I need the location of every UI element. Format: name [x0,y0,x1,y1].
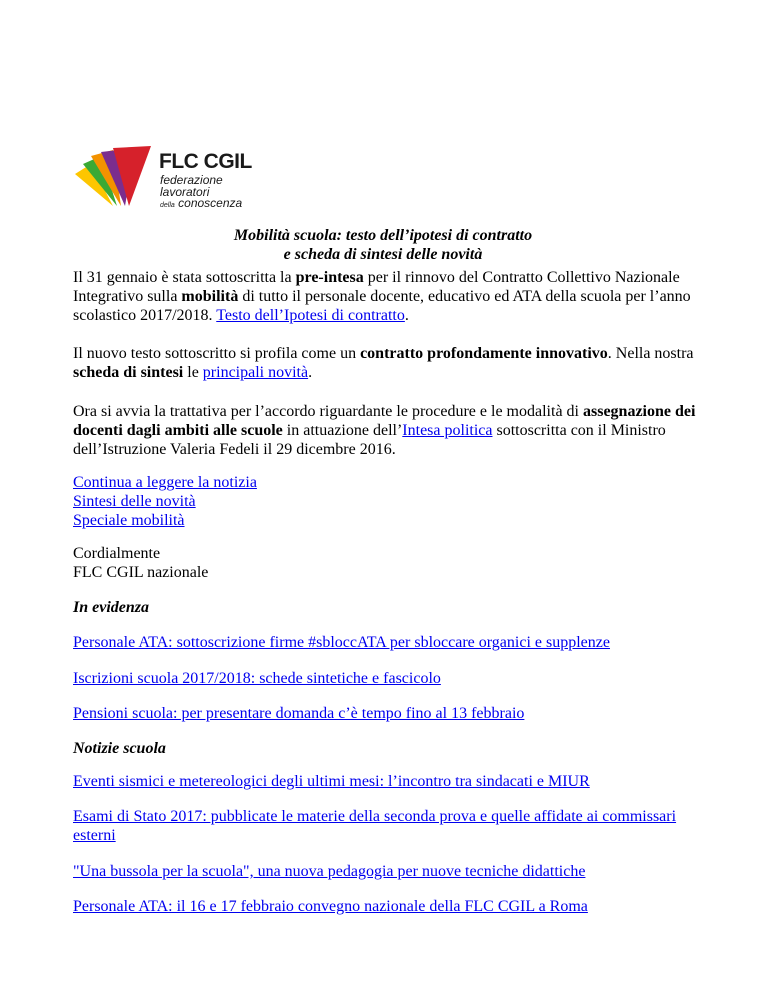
list-item [73,772,713,791]
evidenza-link-3[interactable]: Pensioni scuola: per presentare domanda c’è tempo fino al 13 febbraio [73,705,525,722]
list-item [73,897,713,916]
evidenza-heading: In evidenza [73,599,149,616]
evidenza-link-1[interactable]: Personale ATA: sottoscrizione firme #sbloccATA per sbloccare organici e supplenze [73,634,610,651]
flc-cgil-logo [73,146,313,212]
link-principali-novita[interactable]: principali novità [202,364,309,381]
notizie-link-3[interactable]: "Una bussola per la scuola", una nuova pedagogia per nuove tecniche didattiche [73,863,586,880]
logo-tagline: federazione lavoratori della conoscenza [160,173,243,210]
notizie-link-2[interactable]: Esami di Stato 2017: pubblicate le materie della seconda prova e quelle affidate ai commissari esterni [73,808,677,844]
evidenza-link-2[interactable]: Iscrizioni scuola 2017/2018: schede sintetiche e fascicolo [73,670,441,687]
list-item [73,807,713,845]
notizie-link-4[interactable]: Personale ATA: il 16 e 17 febbraio convegno nazionale della FLC CGIL a Roma [73,898,588,915]
closing: Cordialmente FLC CGIL nazionale [73,545,209,581]
notizie-heading: Notizie scuola [73,740,166,757]
link-sintesi-novita[interactable]: Sintesi delle novità [73,493,196,510]
list-item [73,633,713,652]
logo-mark-icon [73,146,153,212]
list-item [73,862,713,881]
notizie-link-1[interactable]: Eventi sismici e metereologici degli ultimi mesi: l’incontro tra sindacati e MIUR [73,773,590,790]
negotiation-paragraph: Ora si avvia la trattativa per l’accordo riguardante le procedure e le modalità di assegnazione dei docenti dagli ambiti alle scuole in attuazione dell’Intesa politica sottoscritta con il Ministro dell’Istruzione Valeria Fedeli il 29 dicembre 2016. [73,403,696,458]
list-item [73,669,713,688]
logo-brand: FLC CGIL [159,150,252,173]
quick-links [73,473,713,530]
link-speciale-mobilita[interactable]: Speciale mobilità [73,512,185,529]
link-continua-leggere[interactable]: Continua a leggere la notizia [73,474,257,491]
page-title: Mobilità scuola: testo dell’ipotesi di contratto e scheda di sintesi delle novità [233,227,533,263]
link-testo-ipotesi[interactable]: Testo dell’Ipotesi di contratto [216,307,405,324]
list-item [73,704,713,723]
innovation-paragraph: Il nuovo testo sottoscritto si profila come un contratto profondamente innovativo. Nella nostra scheda di sintesi le principali novità. [73,345,694,381]
intro-paragraph: Il 31 gennaio è stata sottoscritta la pre-intesa per il rinnovo del Contratto Collettivo Nazionale Integrativo sulla mobilità di tutto il personale docente, educativo ed ATA della scuola per l’anno scolastico 2017/2018. Testo dell’Ipotesi di contratto. [73,269,691,324]
link-intesa-politica[interactable]: Intesa politica [402,422,493,439]
